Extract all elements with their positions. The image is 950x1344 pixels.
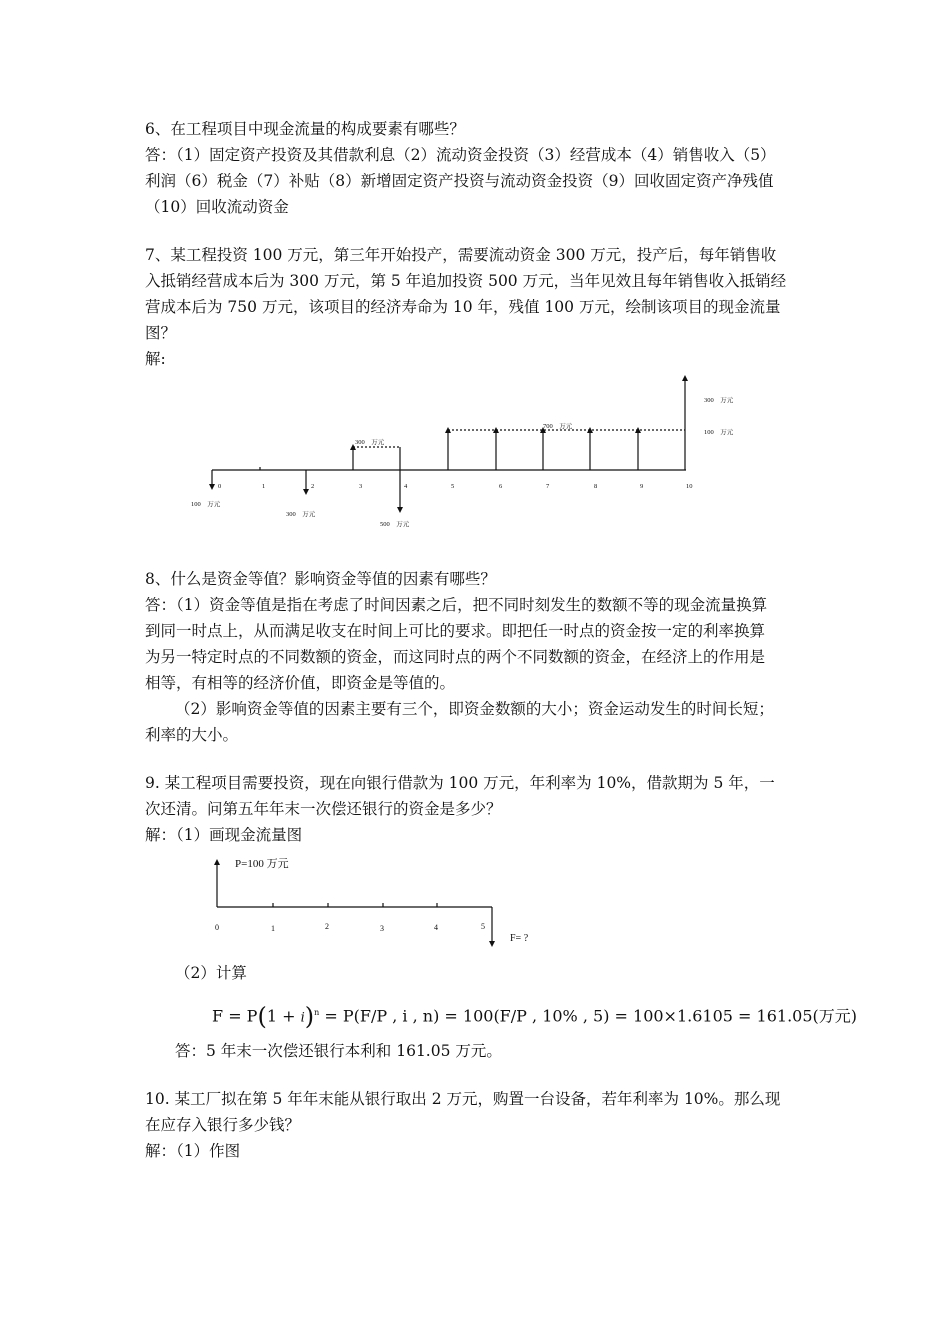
q7-tick-5: 5 xyxy=(451,483,455,490)
q9-tick-3: 3 xyxy=(380,924,384,933)
q8-question: 8、什么是资金等值？影响资金等值的因素有哪些？ xyxy=(145,570,496,588)
formula-lhs: F = P xyxy=(212,1006,258,1026)
q7-tick-7: 7 xyxy=(546,483,550,490)
q8-answer-line-4: 相等，有相等的经济价值，即资金是等值的。 xyxy=(145,674,456,692)
q8-answer2-line-2: 利率的大小。 xyxy=(145,726,239,744)
q7-solution-label: 解: xyxy=(145,350,166,368)
q9-tick-4: 4 xyxy=(434,923,438,932)
q9-formula xyxy=(212,1000,857,1031)
q7-tick-8: 8 xyxy=(594,483,598,490)
q9-tick-0: 0 xyxy=(215,923,219,932)
formula-open-paren: ( xyxy=(257,1002,267,1031)
q7-label-in-100-end: 100 万元 xyxy=(704,429,734,436)
q10-line-1: 10. 某工厂拟在第 5 年年末能从银行取出 2 万元，购置一台设备，若年利率为 10%。那么现 xyxy=(145,1090,781,1108)
formula-close-paren: ) xyxy=(304,1002,315,1031)
q9-p-label: P=100 万元 xyxy=(235,858,289,870)
formula-rhs: = P(F/P , i , n) = 100(F/P , 10% , 5) = 100×1.6105 = 161.05(万元) xyxy=(319,1006,857,1026)
q8-answer-line-1: 答：（1）资金等值是指在考虑了时间因素之后，把不同时刻发生的数额不等的现金流量换算 xyxy=(145,596,768,614)
q7-tick-10: 10 xyxy=(686,483,693,490)
formula-one-plus: 1 + xyxy=(266,1006,301,1026)
q9-tick-5: 5 xyxy=(481,922,485,931)
formula-i: i xyxy=(300,1010,305,1026)
q9-step1: 解：（1）画现金流量图 xyxy=(145,826,303,844)
q9-line-1: 9. 某工程项目需要投资，现在向银行借款为 100 万元，年利率为 10%，借款期为 5 年，一 xyxy=(145,774,775,792)
q7-line-4: 图？ xyxy=(145,324,177,342)
q10-step1: 解：（1）作图 xyxy=(145,1142,241,1160)
q9-tick-1: 1 xyxy=(271,924,275,933)
q7-tick-2: 2 xyxy=(311,483,315,490)
q7-line-2: 入抵销经营成本后为 300 万元，第 5 年追加投资 500 万元，当年见效且每年销售收入抵销经 xyxy=(145,272,787,290)
q7-line-1: 7、某工程投资 100 万元，第三年开始投产，需要流动资金 300 万元，投产后，每年销售收 xyxy=(145,246,777,264)
q7-tick-3: 3 xyxy=(359,483,363,490)
q7-tick-1: 1 xyxy=(262,483,266,490)
q6-question: 6、在工程项目中现金流量的构成要素有哪些？ xyxy=(145,120,465,138)
q7-tick-6: 6 xyxy=(499,483,503,490)
q6-answer-line-3: （10）回收流动资金 xyxy=(145,198,289,216)
q8-answer-line-3: 为另一特定时点的不同数额的资金，而这同时点的两个不同数额的资金，在经济上的作用是 xyxy=(145,648,766,666)
q7-tick-4: 4 xyxy=(404,483,408,490)
q9-tick-2: 2 xyxy=(325,922,329,931)
q7-label-out-300: 300 万元 xyxy=(286,511,316,518)
q7-tick-0: 0 xyxy=(218,483,222,490)
q9-step2: （2）计算 xyxy=(175,964,247,982)
q7-line-3: 营成本后为 750 万元，该项目的经济寿命为 10 年，残值 100 万元，绘制该项目的现金流量 xyxy=(145,298,781,316)
q7-label-in-300-top: 300 万元 xyxy=(355,439,385,446)
q9-f-label: F= ? xyxy=(510,933,529,944)
q7-label-in-700: 700 万元 xyxy=(543,423,573,430)
q7-label-in-300-end: 300 万元 xyxy=(704,397,734,404)
q7-tick-9: 9 xyxy=(640,483,644,490)
q9-answer: 答：5 年末一次偿还银行本利和 161.05 万元。 xyxy=(175,1042,502,1060)
q7-label-out-100: 100 万元 xyxy=(191,501,221,508)
q10-line-2: 在应存入银行多少钱？ xyxy=(145,1116,301,1134)
q8-answer2-line-1: （2）影响资金等值的因素主要有三个，即资金数额的大小；资金运动发生的时间长短； xyxy=(175,700,774,718)
formula-exponent-n: n xyxy=(314,1008,320,1017)
q8-answer-line-2: 到同一时点上，从而满足收支在时间上可比的要求。即把任一时点的资金按一定的利率换算 xyxy=(145,622,766,640)
q7-label-out-500: 500 万元 xyxy=(380,521,410,528)
q6-answer-line-2: 利润（6）税金（7）补贴（8）新增固定资产投资与流动资金投资（9）回收固定资产净残值 xyxy=(145,172,774,190)
q9-line-2: 次还清。问第五年年末一次偿还银行的资金是多少？ xyxy=(145,800,502,818)
q6-answer-line-1: 答：（1）固定资产投资及其借款利息（2）流动资金投资（3）经营成本（4）销售收入（5） xyxy=(145,146,776,164)
